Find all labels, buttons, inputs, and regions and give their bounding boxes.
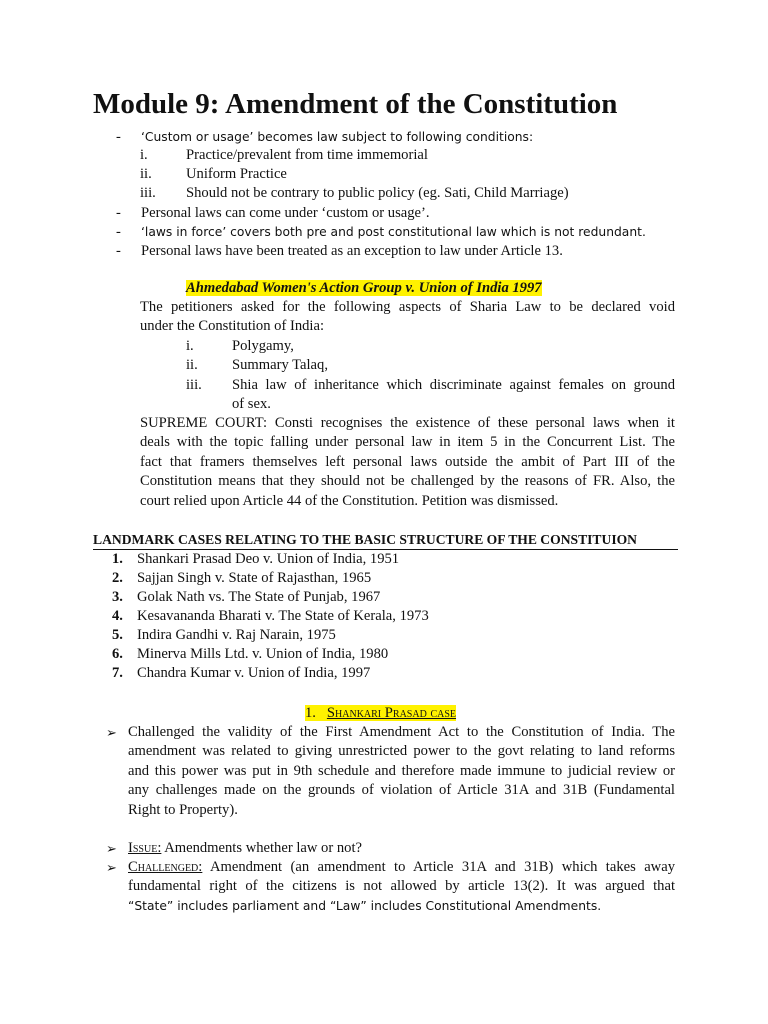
- petition-intro: [140, 298, 675, 337]
- aspect-num: i.: [186, 338, 194, 354]
- condition-bullet-2: Personal laws can come under ‘custom or usage’.: [141, 205, 430, 221]
- text-line: Shia law of inheritance which discriminate against females on ground: [232, 377, 675, 393]
- case-item: Kesavananda Bharati v. The State of Kerala, 1973: [137, 608, 429, 624]
- case-item: Indira Gandhi v. Raj Narain, 1975: [137, 627, 336, 643]
- text-line: fact that framers themselves left personal laws outside the ambit of Part III of the: [140, 453, 675, 470]
- aspect-num: ii.: [186, 357, 198, 373]
- issue-label: Issue:: [128, 840, 162, 856]
- condition-bullet-4: Personal laws have been treated as an exception to law under Article 13.: [141, 243, 563, 259]
- bullet-dash: -: [116, 205, 121, 221]
- case-description: [128, 723, 675, 820]
- sub-item: Practice/prevalent from time immemorial: [186, 147, 428, 163]
- supreme-court-paragraph: [140, 414, 675, 511]
- bullet-dash: -: [116, 224, 121, 240]
- text-line: Constitution means that they should not be challenged by the reasons of FR. Also, the: [140, 473, 675, 490]
- case-item: Golak Nath vs. The State of Punjab, 1967: [137, 589, 381, 605]
- text-line: and this power was put in 9th schedule and therefore made immune to judicial review or: [128, 762, 675, 779]
- sub-item: Uniform Practice: [186, 166, 287, 182]
- aspect-num: iii.: [186, 377, 202, 393]
- case-title-text: Ahmedabad Women's Action Group v. Union of India 1997: [186, 280, 542, 296]
- challenged-paragraph: [128, 858, 675, 916]
- text-line: court relied upon Article 44 of the Constitution. Petition was dismissed.: [140, 492, 559, 509]
- sub-num: iii.: [140, 185, 156, 201]
- text-line: “State” includes parliament and “Law” includes Constitutional Amendments.: [128, 898, 602, 913]
- subsection-heading: [305, 704, 456, 723]
- aspect-item: Polygamy,: [232, 338, 294, 354]
- challenged-label: Challenged:: [128, 859, 203, 875]
- case-item: Sajjan Singh v. State of Rajasthan, 1965: [137, 570, 372, 586]
- case-item: Shankari Prasad Deo v. Union of India, 1951: [137, 551, 400, 567]
- section-heading: LANDMARK CASES RELATING TO THE BASIC STRUCTURE OF THE CONSTITUION: [93, 532, 638, 547]
- text-line: The petitioners asked for the following aspects of Sharia Law to be declared void: [140, 299, 675, 315]
- aspect-item: Summary Talaq,: [232, 357, 328, 373]
- case-num: 1.: [112, 551, 123, 567]
- case-item: Minerva Mills Ltd. v. Union of India, 1980: [137, 646, 389, 662]
- text-line: SUPREME COURT: Consti recognises the existence of these personal laws when it: [140, 415, 675, 431]
- case-num: 6.: [112, 646, 123, 662]
- sub-item: Should not be contrary to public policy (eg. Sati, Child Marriage): [186, 185, 569, 201]
- challenged-text: Amendment (an amendment to Article 31A and 31B) which takes away: [209, 859, 675, 875]
- text-line: of sex.: [232, 396, 271, 413]
- text-line: [128, 858, 675, 877]
- case-title: [186, 279, 542, 298]
- text-line: Right to Property).: [128, 801, 238, 818]
- case-num: 2.: [112, 570, 123, 586]
- arrow-bullet-icon: ➢: [106, 725, 117, 740]
- case-num: 3.: [112, 589, 123, 605]
- text-line: under the Constitution of India:: [140, 318, 325, 335]
- aspect-item: [232, 376, 675, 415]
- sub-num: ii.: [140, 166, 152, 182]
- text-line: deals with the topic falling under personal law in item 5 in the Concurrent List. The: [140, 434, 675, 451]
- bullet-dash: -: [116, 243, 121, 259]
- subsection-num: 1.: [305, 705, 316, 721]
- text-line: any challenges made on the grounds of violation of Article 31A and 31B (Fundamental: [128, 782, 675, 799]
- condition-bullet-3: ‘laws in force’ covers both pre and post constitutional law which is not redundant.: [141, 225, 646, 239]
- text-line: amendment was related to giving unrestricted power to the govt relating to land reforms: [128, 743, 675, 760]
- page-title: Module 9: Amendment of the Constitution: [93, 88, 618, 120]
- condition-bullet-1: ‘Custom or usage’ becomes law subject to following conditions:: [141, 130, 534, 144]
- case-num: 5.: [112, 627, 123, 643]
- subsection-title: Shankari Prasad case: [326, 705, 457, 721]
- text-line: Challenged the validity of the First Amendment Act to the Constitution of India. The: [128, 724, 675, 740]
- bullet-dash: -: [116, 129, 121, 145]
- case-num: 7.: [112, 665, 123, 681]
- case-item: Chandra Kumar v. Union of India, 1997: [137, 665, 371, 681]
- issue-line: [128, 839, 362, 858]
- issue-text: Amendments whether law or not?: [164, 840, 362, 856]
- case-num: 4.: [112, 608, 123, 624]
- sub-num: i.: [140, 147, 148, 163]
- arrow-bullet-icon: ➢: [106, 841, 117, 856]
- arrow-bullet-icon: ➢: [106, 860, 117, 875]
- text-line: fundamental right of the citizens is not allowed by article 13(2). It was argued that: [128, 878, 675, 895]
